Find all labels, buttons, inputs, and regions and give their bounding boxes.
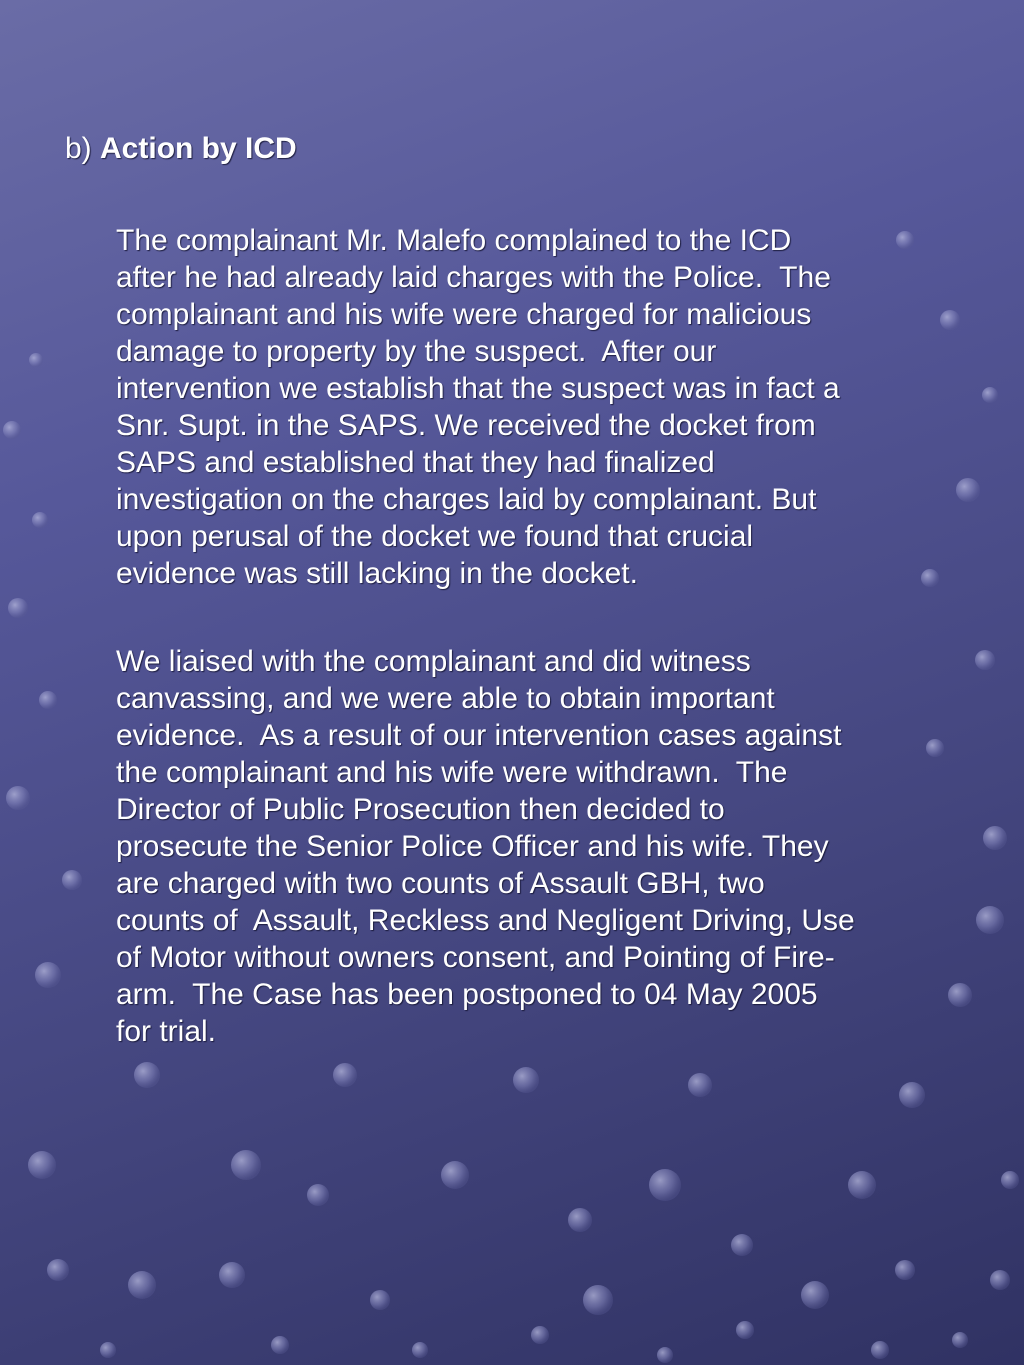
paragraph-line: evidence. As a result of our intervention cases against	[116, 719, 842, 752]
paragraph-line: Snr. Supt. in the SAPS. We received the docket from	[116, 409, 816, 442]
paragraph-line: of Motor without owners consent, and Pointing of Fire-	[116, 941, 835, 974]
paragraph-line: damage to property by the suspect. After our	[116, 335, 717, 368]
paragraph-line: investigation on the charges laid by complainant. But	[116, 483, 817, 516]
paragraph-line: upon perusal of the docket we found that crucial	[116, 520, 754, 553]
heading-title: Action by ICD	[100, 132, 297, 165]
paragraph-line: are charged with two counts of Assault GBH, two	[116, 867, 765, 900]
paragraph-1	[116, 222, 966, 592]
paragraph-line: prosecute the Senior Police Officer and his wife. They	[116, 830, 829, 863]
paragraph-line: complainant and his wife were charged for malicious	[116, 298, 812, 331]
section-heading	[65, 131, 297, 167]
paragraph-2	[116, 643, 966, 1050]
paragraph-line: Director of Public Prosecution then decided to	[116, 793, 725, 826]
paragraph-line: arm. The Case has been postponed to 04 May 2005	[116, 978, 818, 1011]
paragraph-line: The complainant Mr. Malefo complained to the ICD	[116, 224, 792, 257]
paragraph-line: intervention we establish that the suspect was in fact a	[116, 372, 840, 405]
paragraph-line: the complainant and his wife were withdrawn. The	[116, 756, 788, 789]
heading-prefix: b)	[65, 132, 101, 165]
paragraph-line: SAPS and established that they had finalized	[116, 446, 715, 479]
paragraph-line: counts of Assault, Reckless and Negligent Driving, Use	[116, 904, 855, 937]
paragraph-line: for trial.	[116, 1015, 217, 1048]
paragraph-line: after he had already laid charges with the Police. The	[116, 261, 831, 294]
paragraph-line: We liaised with the complainant and did witness	[116, 645, 751, 678]
paragraph-line: evidence was still lacking in the docket.	[116, 557, 638, 590]
paragraph-line: canvassing, and we were able to obtain important	[116, 682, 775, 715]
